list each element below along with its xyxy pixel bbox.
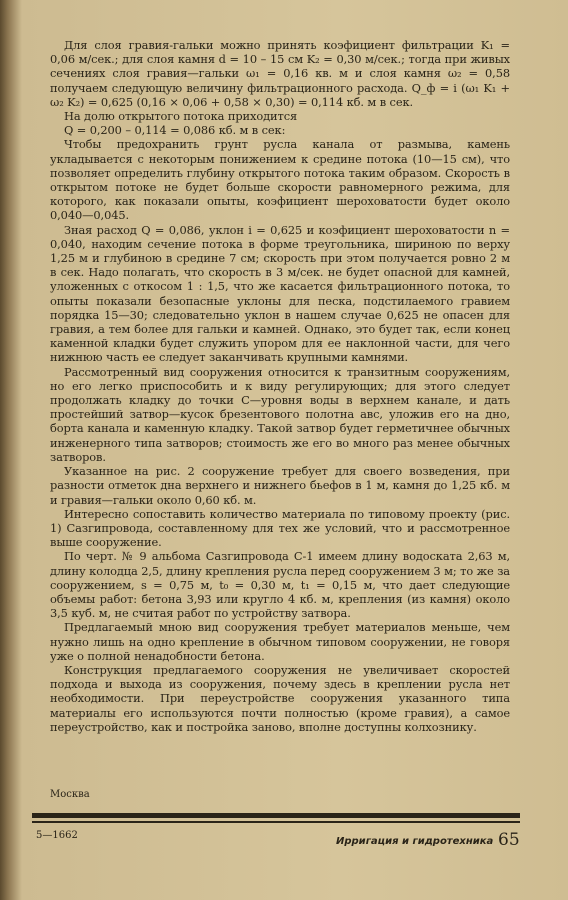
paragraph: Конструкция предлагаемого сооружения не увеличивает скоростей подхода и выхода из сооружения, почему здесь в креплении русла нет необходимости. При переустройстве сооружения указанного типа материалы его используются почти полностью (кроме гравия), а самое переустройство, как и постройка заново, вполне доступны колхознику. bbox=[50, 662, 510, 734]
footer-rule-thick bbox=[32, 813, 520, 818]
paragraph: Рассмотренный вид сооружения относится к транзитным сооружениям, но его легко приспособить и к виду регулирующих; для этого следует продолжать кладку до точки С—уровня воды в верхнем канале, и дать простейший затвор—кусок брезентового полотна авс, уложив его на дно, борта канала и каменную кладку. Такой затвор будет герметичнее обычных инженерного типа затворов; стоимость же его во много раз менее обычных затворов. bbox=[50, 364, 510, 464]
place-signature: Москва bbox=[50, 789, 90, 800]
paragraph: На долю открытого потока приходится bbox=[64, 109, 298, 124]
paragraph: Зная расход Q = 0,086, уклон i = 0,625 и коэфициент шероховатости n = 0,040, находим сечение потока в форме треугольника, шириною по верху 1,25 м и глубиною в средине 7 см; скорость при этом получается ровно 2 м в сек. Надо полагать, что скорость в 3 м/сек. не будет опасной для камней, уложенных с откосом 1 : 1,5, что же касается фильтрационного потока, то опыты показали безопасные уклоны для песка, подстилаемого гравием порядка 15—30; следовательно уклон в нашем случае 0,625 не опасен для гравия, а тем более для гальки и камней. Однако, это будет так, если конец каменной кладки будет служить упором для ее наклонной части, для чего нижнюю часть ее следует заканчивать крупными камнями. bbox=[50, 222, 510, 365]
paragraph: Указанное на рис. 2 сооружение требует для своего возведения, при разности отметок дна верхнего и нижнего бьефов в 1 м, камня до 1,25 кб. м и гравия—гальки около 0,60 кб. м. bbox=[50, 464, 510, 507]
print-signature: 5—1662 bbox=[36, 830, 78, 841]
paragraph: Q = 0,200 – 0,114 = 0,086 кб. м в сек: bbox=[64, 123, 286, 138]
paragraph: Для слоя гравия-гальки можно принять коэфициент фильтрации K₁ = 0,06 м/сек.; для слоя камня d = 10 – 15 см K₂ = 0,30 м/сек.; тогда при живых сечениях слоя гравия—гальки ω₁ = 0,16 кв. м и слоя камня ω₂ = 0,58 получаем следующую величину фильтрационного расхода. Q_ф = i (ω₁ K₁ + ω₂ K₂) = 0,625 (0,16 × 0,06 + 0,58 × 0,30) = 0,114 кб. м в сек. bbox=[50, 38, 510, 109]
article-body bbox=[50, 38, 510, 734]
journal-title: Ирригация и гидротехника bbox=[336, 836, 494, 847]
paragraph: По черт. № 9 альбома Сазгипровода С-1 имеем длину водоската 2,63 м, длину колодца 2,5, длину крепления русла перед сооружением 3 м; то же за сооружением, s = 0,75 м, t₀ = 0,30 м, t₁ = 0,15 м, что дает следующие объемы работ: бетона 3,93 или кругло 4 кб. м, крепления (из камня) около 3,5 куб. м, не считая работ по устройству затвора. bbox=[50, 549, 510, 621]
footer-rule-thin bbox=[32, 821, 520, 823]
paragraph: Чтобы предохранить грунт русла канала от размыва, камень укладывается с некоторым понижением к средине потока (10—15 см), что позволяет определить глубину открытого потока таким образом. Скорость в открытом потоке не будет больше скорости равномерного режима, для которого, как показали опыты, коэфициент шероховатости будет около 0,040—0,045. bbox=[50, 137, 510, 223]
page-number: 65 bbox=[498, 830, 520, 850]
paragraph: Интересно сопоставить количество материала по типовому проекту (рис. 1) Сазгипровода, составленному для тех же условий, что и рассмотренное выше сооружение. bbox=[50, 506, 510, 550]
paragraph: Предлагаемый мною вид сооружения требует материалов меньше, чем нужно лишь на одно крепление в обычном типовом сооружении, не говоря уже о полной ненадобности бетона. bbox=[50, 620, 510, 663]
